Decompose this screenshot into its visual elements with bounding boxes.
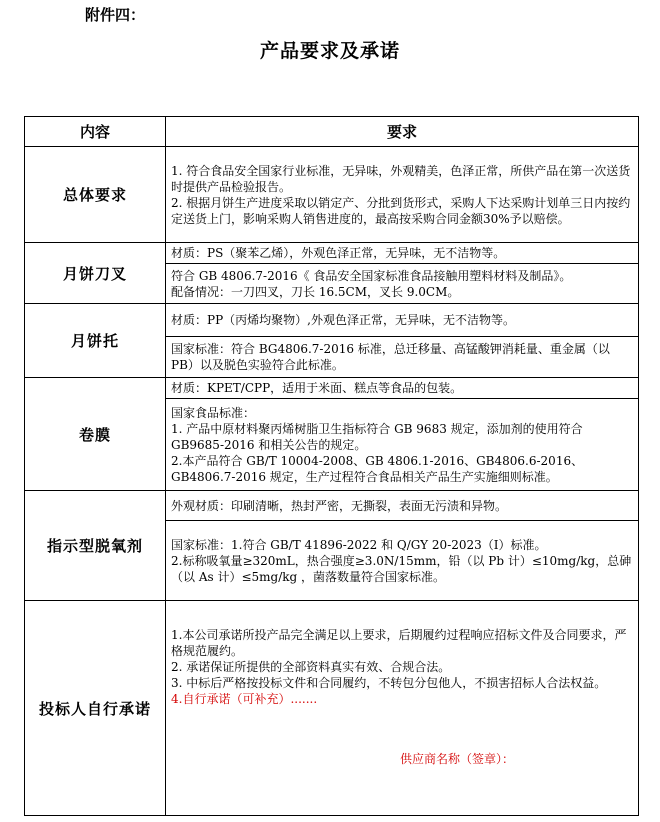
document-title: 产品要求及承诺 [259, 40, 400, 62]
commitment-line-3: 3. 中标后严格按投标文件和合同履约，不转包分包他人，不损害招标人合法权益。 [171, 676, 607, 690]
film-standard-cell [166, 399, 639, 491]
knife-fork-config: 配备情况：一刀四叉，刀长 16.5CM，叉长 9.0CM。 [171, 284, 460, 299]
film-standard-line-2: 2.本产品符合 GB/T 10004-2008、GB 4806.1-2016、GB4806.6-2016、GB4806.7-2016 规定，生产过程符合食品相关产品生产实施细则标准。 [171, 453, 584, 484]
deoxidizer-standard-line-1: 国家标准：1.符合 GB/T 41896-2022 和 Q/GY 20-2023（I）标准。 [171, 537, 547, 552]
deoxidizer-row-1 [25, 491, 639, 521]
film-material: 材质：KPET/CPP，适用于米面、糕点等食品的包装。 [166, 378, 639, 399]
overall-line-1: 1. 符合食品安全国家行业标准，无异味，外观精美，色泽正常，所供产品在第一次送货时提供产品检验报告。 [171, 163, 631, 194]
film-row-1 [25, 378, 639, 399]
tray-row-1 [25, 304, 639, 337]
supplier-signature: 供应商名称（签章）： [399, 752, 514, 766]
header-content: 内容 [25, 117, 166, 147]
annex-label: 附件四： [85, 6, 146, 24]
deoxidizer-standard-line-2: 2.标称吸氧量≥320mL，热合强度≥3.0N/15mm，铅（以 Pb 计）≤10mg/kg，总砷（以 As 计）≤5mg/kg ，菌落数量符合国家标准。 [171, 553, 632, 584]
commitment-line-1: 1.本公司承诺所投产品完全满足以上要求，后期履约过程响应招标文件及合同要求，严格规范履约。 [171, 628, 627, 658]
knife-fork-material: 材质：PS（聚苯乙烯），外观色泽正常，无异味，无不洁物等。 [166, 243, 639, 264]
commitment-line-2: 2. 承诺保证所提供的全部资料真实有效、合规合法。 [171, 660, 451, 674]
deoxidizer-appearance: 外观材质：印刷清晰，热封严密，无撕裂，表面无污渍和异物。 [166, 491, 639, 521]
table-header-row [25, 117, 639, 147]
commitment-row [25, 601, 639, 816]
commitment-label: 投标人自行承诺 [25, 601, 166, 816]
commitment-extra: 4.自行承诺（可补充）....... [171, 692, 318, 706]
overall-label: 总体要求 [25, 147, 166, 243]
film-standard-line-1: 1. 产品中原材料聚丙烯树脂卫生指标符合 GB 9683 规定，添加剂的使用符合 GB9685-2016 和相关公告的规定。 [171, 421, 583, 452]
overall-row [25, 147, 639, 243]
tray-label: 月饼托 [25, 304, 166, 378]
knife-fork-label: 月饼刀叉 [25, 243, 166, 304]
header-requirement: 要求 [166, 117, 639, 147]
overall-line-2: 2. 根据月饼生产进度采取以销定产、分批到货形式，采购人下达采购计划单三日内按约定送货上门，影响采购人销售进度的，最高按采购合同金额30%予以赔偿。 [171, 195, 631, 226]
overall-content [166, 147, 639, 243]
tray-material: 材质：PP（丙烯均聚物）,外观色泽正常，无异味，无不洁物等。 [166, 304, 639, 337]
requirements-table [24, 116, 639, 816]
film-label: 卷膜 [25, 378, 166, 491]
tray-standard: 国家标准：符合 BG4806.7-2016 标准，总迁移量、高锰酸钾消耗量、重金属（以 PB）以及脱色实验符合此标准。 [166, 337, 639, 378]
knife-fork-standard-cell [166, 264, 639, 304]
commitment-content [166, 601, 639, 816]
deoxidizer-label: 指示型脱氧剂 [25, 491, 166, 601]
film-standard-title: 国家食品标准： [171, 405, 256, 420]
knife-fork-standard: 符合 GB 4806.7-2016《 食品安全国家标准食品接触用塑料材料及制品》。 [171, 268, 572, 283]
deoxidizer-standard-cell [166, 521, 639, 601]
knife-fork-row-1 [25, 243, 639, 264]
